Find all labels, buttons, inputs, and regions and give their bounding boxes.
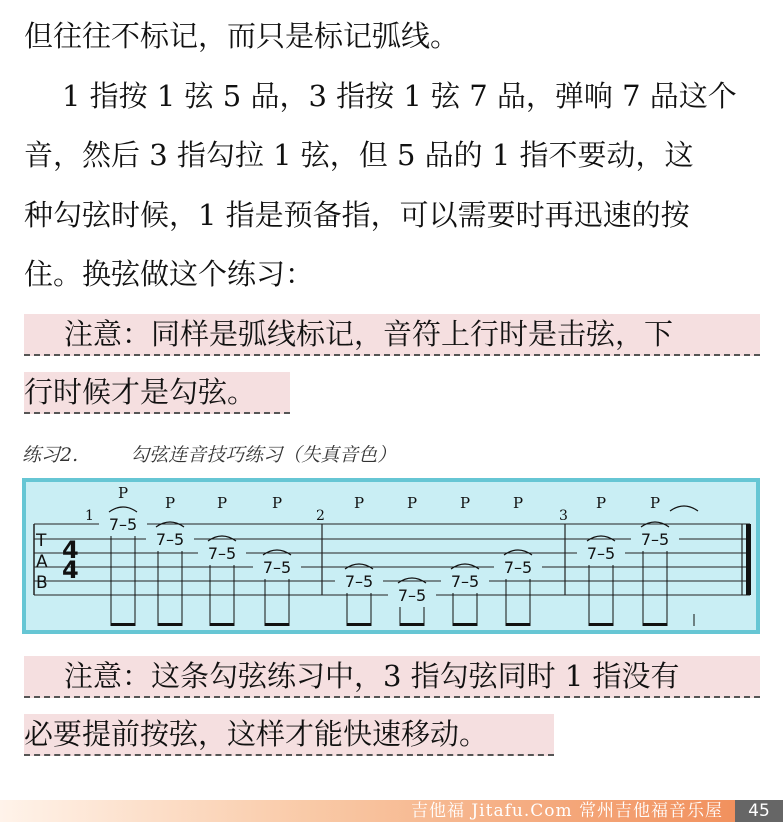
beam xyxy=(347,623,371,626)
beam xyxy=(210,623,234,626)
exercise-title xyxy=(22,440,396,467)
tab-note-group xyxy=(441,494,489,626)
tab-letter-t: T xyxy=(36,531,47,551)
tab-letter-a: A xyxy=(36,552,48,572)
pulloff-mark: P xyxy=(164,494,176,512)
time-signature xyxy=(62,536,79,584)
tab-note-group xyxy=(253,494,301,626)
fret-number: 7–5 xyxy=(207,544,237,563)
beam xyxy=(453,623,477,626)
tab-clef xyxy=(35,531,48,593)
paragraph-line-1: 但往往不标记，而只是标记弧线。 xyxy=(24,19,460,53)
fret-number: 7–5 xyxy=(108,515,138,534)
fret-number: 7–5 xyxy=(503,558,533,577)
fret-number: 7–5 xyxy=(450,572,480,591)
tab-note-group xyxy=(388,494,436,626)
beam xyxy=(506,623,530,626)
final-thick-barline xyxy=(746,524,751,595)
pulloff-mark: P xyxy=(649,494,661,512)
page-number: 45 xyxy=(735,800,783,822)
tab-note-group xyxy=(494,494,542,626)
pulloff-mark: P xyxy=(117,484,129,502)
measure-numbers xyxy=(85,508,568,524)
exercise-name: 勾弦连音技巧练习（失真音色） xyxy=(130,444,397,466)
beam xyxy=(400,623,424,626)
tab-letter-b: B xyxy=(36,573,48,593)
page-footer xyxy=(0,800,783,822)
pulloff-mark: P xyxy=(459,494,471,512)
note2-line-1: 注意：这条勾弦练习中，3 指勾弦同时 1 指没有 xyxy=(24,656,760,698)
beam xyxy=(643,623,667,626)
pulloff-mark: P xyxy=(353,494,365,512)
tie-arc xyxy=(670,506,698,511)
tab-note-group xyxy=(335,494,383,626)
measure-number-2: 2 xyxy=(316,508,325,524)
fret-number: 7–5 xyxy=(155,530,185,549)
paragraph-line-3: 音，然后 3 指勾拉 1 弦，但 5 品的 1 指不要动，这 xyxy=(24,138,694,172)
tab-notes xyxy=(99,484,698,626)
tab-note-group xyxy=(198,494,246,626)
pulloff-mark: P xyxy=(512,494,524,512)
paragraph-line-5: 住。换弦做这个练习： xyxy=(24,257,315,291)
pulloff-mark: P xyxy=(271,494,283,512)
tab-note-group xyxy=(631,494,679,626)
fret-number: 7–5 xyxy=(262,558,292,577)
guitar-tab-staff xyxy=(22,478,760,634)
pulloff-mark: P xyxy=(216,494,228,512)
time-signature-bottom: 4 xyxy=(62,556,79,584)
beam xyxy=(589,623,613,626)
note1-line-1: 注意：同样是弧线标记，音符上行时是击弦，下 xyxy=(24,314,760,356)
slur-arc xyxy=(109,507,137,512)
fret-number: 7–5 xyxy=(586,544,616,563)
measure-number-1: 1 xyxy=(85,508,94,524)
note2-line-2: 必要提前按弦，这样才能快速移动。 xyxy=(24,714,554,756)
exercise-number: 练习2. xyxy=(22,444,79,466)
tab-note-group xyxy=(577,494,625,626)
note1-line-2: 行时候才是勾弦。 xyxy=(24,372,290,414)
measure-number-3: 3 xyxy=(559,508,568,524)
pulloff-mark: P xyxy=(406,494,418,512)
fret-number: 7–5 xyxy=(344,572,374,591)
tab-note-group xyxy=(146,494,194,626)
tab-note-group xyxy=(99,484,147,626)
time-signature-top: 4 xyxy=(62,536,79,564)
beam xyxy=(158,623,182,626)
paragraph-line-2: 1 指按 1 弦 5 品，3 指按 1 弦 7 品，弹响 7 品这个 xyxy=(62,79,737,113)
fret-number: 7–5 xyxy=(397,586,427,605)
pulloff-mark: P xyxy=(595,494,607,512)
fret-number: 7–5 xyxy=(640,530,670,549)
paragraph-line-4: 种勾弦时候，1 指是预备指，可以需要时再迅速的按 xyxy=(24,198,690,232)
beam xyxy=(265,623,289,626)
footer-site-text: 吉他福 Jitafu.Com 常州吉他福音乐屋 xyxy=(410,801,723,821)
beam xyxy=(111,623,135,626)
